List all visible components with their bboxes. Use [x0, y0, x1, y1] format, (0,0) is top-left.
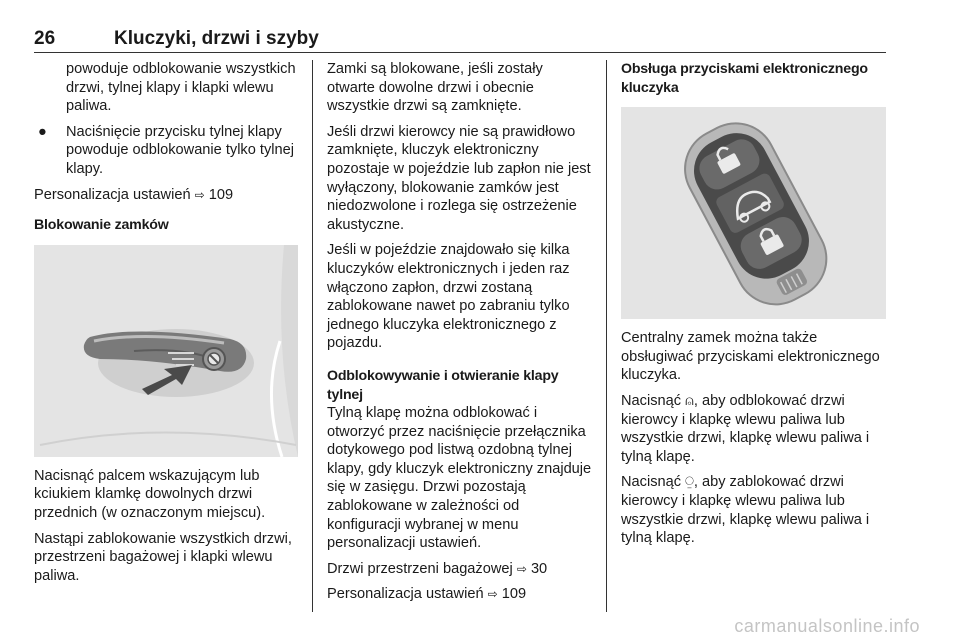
paragraph-text: , aby odblokować drzwi kierowcy i klapkę wlewu paliwa lub wszystkie drzwi, klapkę wlewu paliwa i tylną klapę.: [621, 392, 870, 465]
paragraph-text: , aby zablokować drzwi kierowcy i klapkę wlewu paliwa lub wszystkie drzwi, klapkę wlewu paliwa i tylną klapę.: [621, 474, 870, 547]
section-heading: Blokowanie zamków: [34, 217, 169, 234]
column-1: [34, 60, 298, 592]
paragraph: [621, 473, 886, 547]
paragraph: Jeśli w pojeździe znajdowało się kilka kluczyków elektronicznych i jeden raz włączono zapłon, drzwi zostaną zablokowane nawet po zabraniu tylko jednego kluczyka elektronicznego z pojazdu.: [327, 242, 570, 352]
lock-icon: ⍜: [685, 474, 694, 491]
cross-reference-text: Personalizacja ustawień: [34, 186, 191, 203]
watermark: carmanualsonline.info: [734, 616, 920, 636]
paragraph: Nastąpi zablokowanie wszystkich drzwi, przestrzeni bagażowej i klapki wlewu paliwa.: [34, 530, 292, 584]
page-number: 26: [34, 28, 56, 49]
paragraph: Zamki są blokowane, jeśli zostały otwarte dowolne drzwi i obecnie wszystkie drzwi są zamknięte.: [327, 61, 543, 115]
bullet-text: Naciśnięcie przycisku tylnej klapy powoduje odblokowanie tylko tylnej klapy.: [66, 123, 294, 177]
door-handle-icon: [34, 245, 298, 457]
reference-arrow-icon: ⇨: [487, 587, 498, 602]
paragraph: Tylną klapę można odblokować i otworzyć przez naciśnięcie przełącznika dotykowego pod listwą ozdobną tylnej klapy, gdy kluczyk elektroniczny znajduje się w zasięgu. Drzwi pozostają zablokowane w zależności od konfiguracji wybranej w menu personalizacji ustawień.: [327, 405, 592, 552]
continued-bullet-text: powoduje odblokowanie wszystkich drzwi, tylnej klapy i klapki wlewu paliwa.: [66, 61, 296, 115]
paragraph-text: Nacisnąć: [621, 392, 682, 409]
column-divider: [606, 60, 607, 612]
section-heading: Odblokowywanie i otwieranie klapy tylnej: [327, 367, 559, 403]
cross-reference-text: Drzwi przestrzeni bagażowej: [327, 560, 513, 577]
cross-reference: [327, 585, 592, 604]
page-title: Kluczyki, drzwi i szyby: [114, 28, 319, 49]
paragraph: Jeśli drzwi kierowcy nie są prawidłowo zamknięte, kluczyk elektroniczny pozostaje w pojeździe lub zapłon nie jest wyłączony, blokowanie zamków jest niedozwolone i rozlega się ostrzeżenie akustyczne.: [327, 123, 591, 233]
section-heading: Obsługa przyciskami elektronicznego kluczyka: [621, 61, 868, 96]
bullet-icon: ●: [38, 123, 47, 140]
header-rule: [34, 52, 886, 53]
column-2: [327, 60, 592, 611]
door-handle-illustration: [34, 245, 298, 457]
reference-arrow-icon: ⇨: [194, 187, 205, 202]
electronic-key-icon: [621, 107, 886, 319]
cross-reference-text: Personalizacja ustawień: [327, 586, 484, 603]
page-header: [34, 28, 886, 52]
electronic-key-illustration: [621, 107, 886, 319]
column-3: [621, 60, 886, 555]
cross-reference-page[interactable]: 109: [501, 586, 527, 603]
reference-arrow-icon: ⇨: [516, 561, 527, 576]
cross-reference: [327, 560, 592, 579]
paragraph: [621, 392, 886, 466]
column-divider: [312, 60, 313, 612]
paragraph: Centralny zamek można także obsługiwać przyciskami elektronicznego kluczyka.: [621, 330, 880, 384]
paragraph-text: Nacisnąć: [621, 474, 682, 491]
cross-reference-page[interactable]: 30: [530, 560, 548, 577]
unlock-icon: ⍝: [685, 392, 694, 409]
bullet-item: [34, 123, 298, 179]
cross-reference: [34, 186, 298, 205]
cross-reference-page[interactable]: 109: [208, 186, 234, 203]
paragraph: Nacisnąć palcem wskazującym lub kciukiem klamkę dowolnych drzwi przednich (w oznaczonym miejscu).: [34, 467, 266, 521]
